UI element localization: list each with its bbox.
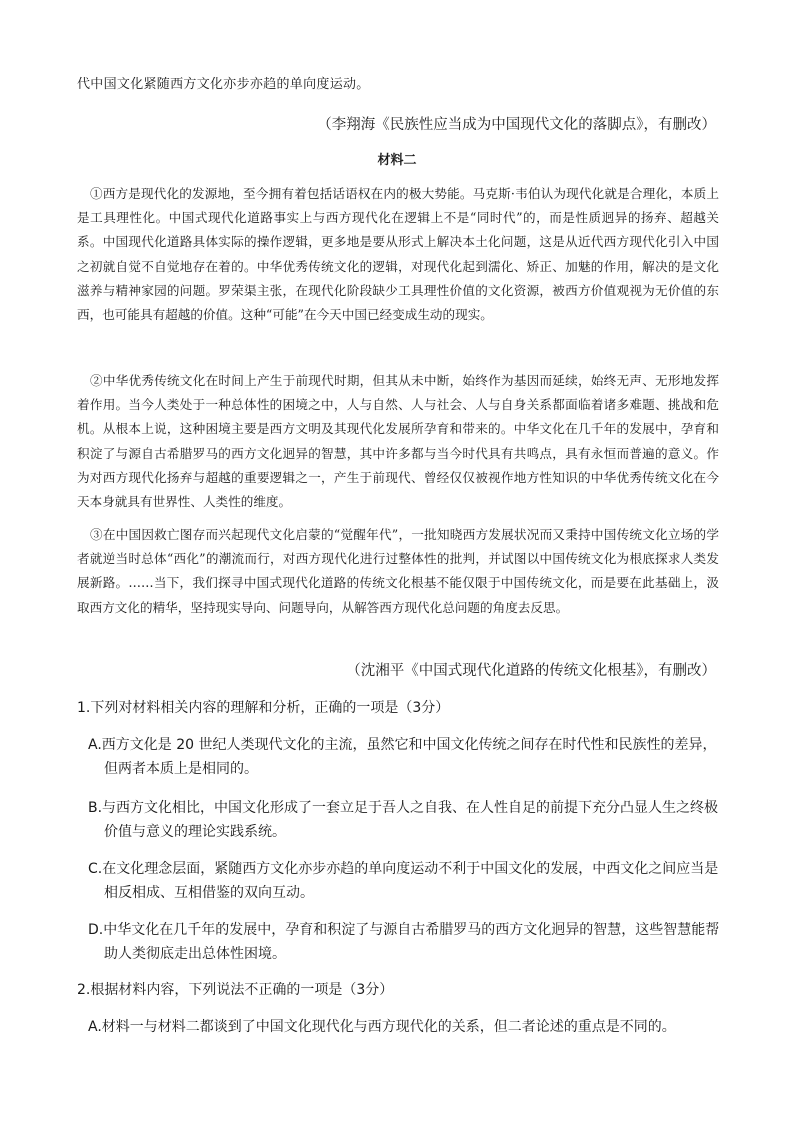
- source-citation-1: （李翔海《民族性应当成为中国现代文化的落脚点》，有删改）: [317, 117, 716, 133]
- question-1-option-a: A.西方文化是 20 世纪人类现代文化的主流，虽然它和中国文化传统之间存在时代性和民族性的差异，但两者本质上是相同的。: [88, 737, 717, 777]
- question-2-stem: 2.根据材料内容，下列说法不正确的一项是（3分）: [77, 982, 394, 998]
- source-citation-2: （沈湘平《中国式现代化道路的传统文化根基》，有删改）: [346, 663, 716, 679]
- material-2-paragraph-2: ②中华优秀传统文化在时间上产生于前现代时期，但其从未中断，始终作为基因而延续，始终无声、无形地发挥着作用。当今人类处于一种总体性的困境之中，人与自然、人与社会、人与自身关系都面临着诸多难题、挑战和危机。从根本上说，这种困境主要是西方文明及其现代化发展所孕育和带来的。中华文化在几千年的发展中，孕育和积淀了与源自古希腊罗马的西方文化迥异的智慧，其中许多都与当今时代具有共鸣点，具有永恒而普遍的意义。作为对西方现代化扬弃与超越的重要逻辑之一，产生于前现代、曾经仅仅被视作地方性知识的中华优秀传统文化在今天本身就具有世界性、人类性的维度。: [77, 373, 719, 510]
- question-1-option-d: D.中华文化在几千年的发展中，孕育和积淀了与源自古希腊罗马的西方文化迥异的智慧，这些智慧能帮助人类彻底走出总体性困境。: [88, 922, 720, 962]
- continuation-text: 代中国文化紧随西方文化亦步亦趋的单向度运动。: [77, 77, 370, 92]
- question-1-option-c: C.在文化理念层面，紧随西方文化亦步亦趋的单向度运动不利于中国文化的发展，中西文化之间应当是相反相成、互相借鉴的双向互动。: [88, 861, 719, 901]
- material-2-heading: 材料二: [377, 153, 417, 168]
- material-2-paragraph-1: ①西方是现代化的发源地，至今拥有着包括话语权在内的极大势能。马克斯·韦伯认为现代化就是合理化，本质上是工具理性化。中国式现代化道路事实上与西方现代化在逻辑上不是“同时代”的，而是性质迥异的扬弃、超越关系。中国现代化道路具体实际的操作逻辑，更多地是要从形式上解决本土化问题，这是从近代西方现代化引入中国之初就自觉不自觉地存在着的。中华优秀传统文化的逻辑，对现代化起到濡化、矫正、加魅的作用，解决的是文化滋养与精神家园的问题。罗荣渠主张，在现代化阶段缺少工具理性价值的文化资源，被西方价值观视为无价值的东西，也可能具有超越的价值。这种“可能”在今天中国已经变成生动的现实。: [77, 186, 719, 323]
- material-2-paragraph-3: ③在中国因救亡图存而兴起现代文化启蒙的“觉醒年代”，一批知晓西方发展状况而又秉持中国传统文化立场的学者就逆当时总体“西化”的潮流而行，对西方现代化进行过整体性的批判，并试图以中国传统文化为根底探求人类发展新路。……当下，我们探寻中国式现代化道路的传统文化根基不能仅限于中国传统文化，而是要在此基础上，汲取西方文化的精华，坚持现实导向、问题导向，从解答西方现代化总问题的角度去反思。: [77, 527, 719, 615]
- question-1-option-b: B.与西方文化相比，中国文化形成了一套立足于吾人之自我、在人性自足的前提下充分凸显人生之终极价值与意义的理论实践系统。: [88, 800, 719, 840]
- question-1-stem: 1.下列对材料相关内容的理解和分析，正确的一项是（3分）: [77, 700, 450, 716]
- question-2-option-a: A.材料一与材料二都谈到了中国文化现代化与西方现代化的关系，但二者论述的重点是不同的。: [88, 1019, 676, 1035]
